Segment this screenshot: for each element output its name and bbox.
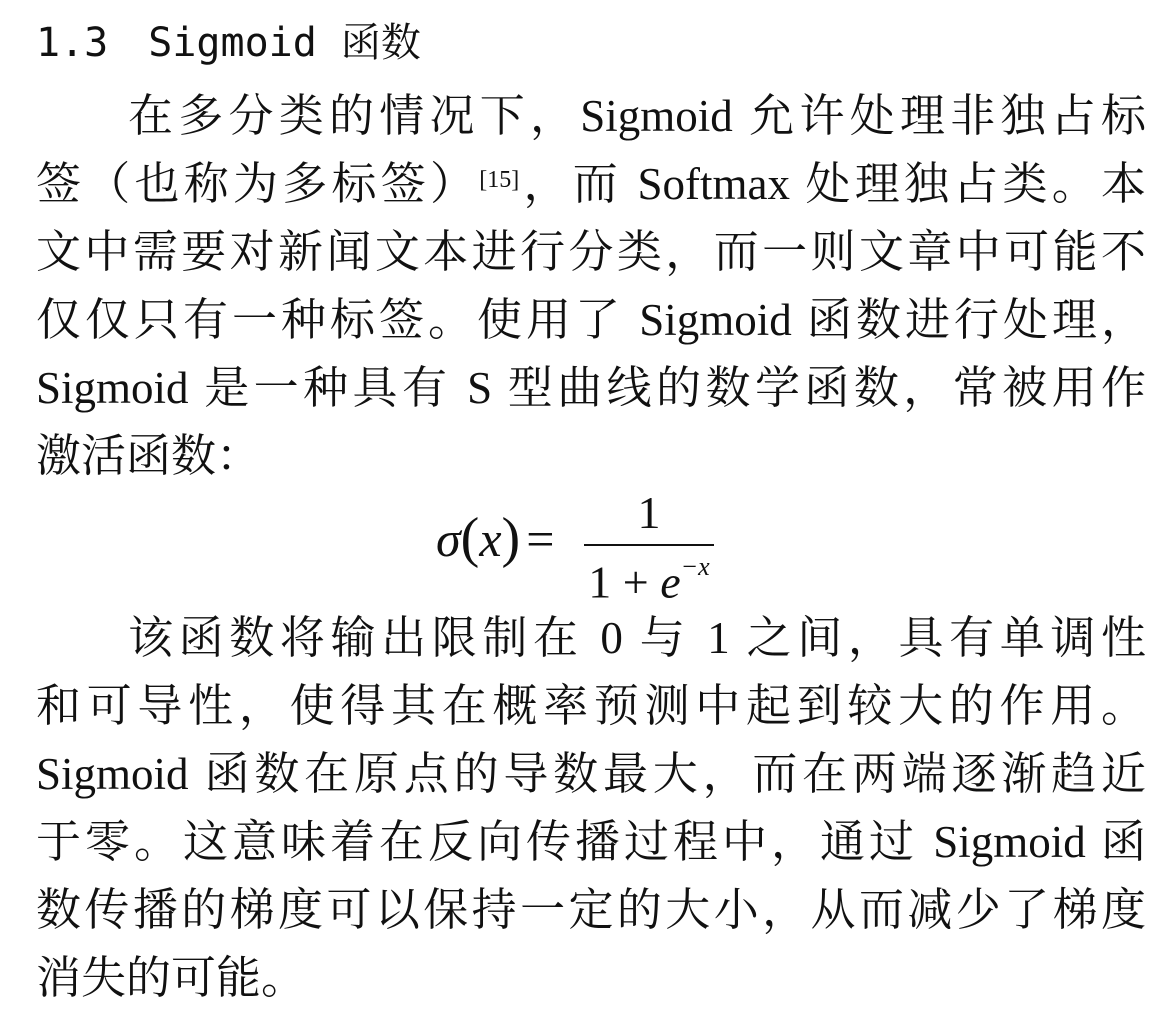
paragraph-1-line-6: 激活函数： <box>36 431 262 481</box>
paragraph-2 <box>36 604 1146 1024</box>
formula-denominator-e: e <box>660 556 681 608</box>
formula-left-side <box>436 507 555 569</box>
paragraph-1-line-4: 仅仅只有一种标签。使用了 Sigmoid 函数进行处理， <box>36 295 1146 345</box>
paragraph-1-line-1: 在多分类的情况下，Sigmoid 允许处理非独占标 <box>128 91 1146 141</box>
formula-denominator-exponent: −x <box>680 552 710 581</box>
paragraph-2-line-3: Sigmoid 函数在原点的导数最大，而在两端逐渐趋近 <box>36 749 1146 799</box>
paragraph-2-line-1: 该函数将输出限制在 0 与 1 之间，具有单调性 <box>128 613 1146 663</box>
formula-variable: x <box>479 511 502 567</box>
formula-sigma-symbol: σ <box>436 511 461 567</box>
section-heading <box>36 12 421 74</box>
line-2-text-after-citation: ，而 Softmax 处理独占类。本 <box>519 159 1146 209</box>
formula-equals: = <box>526 511 555 567</box>
formula-denominator <box>586 548 712 607</box>
paragraph-1 <box>36 82 1146 502</box>
paragraph-1-line-2 <box>36 150 1146 218</box>
paragraph-2-line-4: 于零。这意味着在反向传播过程中，通过 Sigmoid 函 <box>36 817 1146 867</box>
citation-reference[interactable]: [15] <box>479 167 520 193</box>
formula-open-paren: ( <box>460 507 480 569</box>
paragraph-2-line-5: 数传播的梯度可以保持一定的大小，从而减少了梯度 <box>36 885 1146 935</box>
section-title: Sigmoid 函数 <box>148 20 421 66</box>
formula-denominator-base: 1 + <box>588 556 661 608</box>
section-number: 1.3 <box>36 20 109 66</box>
formula-fraction-bar <box>584 544 714 546</box>
formula-numerator: 1 <box>637 487 661 538</box>
paragraph-1-line-5: Sigmoid 是一种具有 S 型曲线的数学函数，常被用作 <box>36 363 1146 413</box>
sigmoid-formula <box>436 487 736 608</box>
line-2-text-before-citation: 签（也称为多标签） <box>36 159 480 209</box>
formula-close-paren: ) <box>501 507 521 569</box>
paragraph-2-line-2: 和可导性，使得其在概率预测中起到较大的作用。 <box>36 681 1146 731</box>
paragraph-1-line-3: 文中需要对新闻文本进行分类，而一则文章中可能不 <box>36 227 1146 277</box>
paragraph-2-line-6: 消失的可能。 <box>36 953 307 1003</box>
